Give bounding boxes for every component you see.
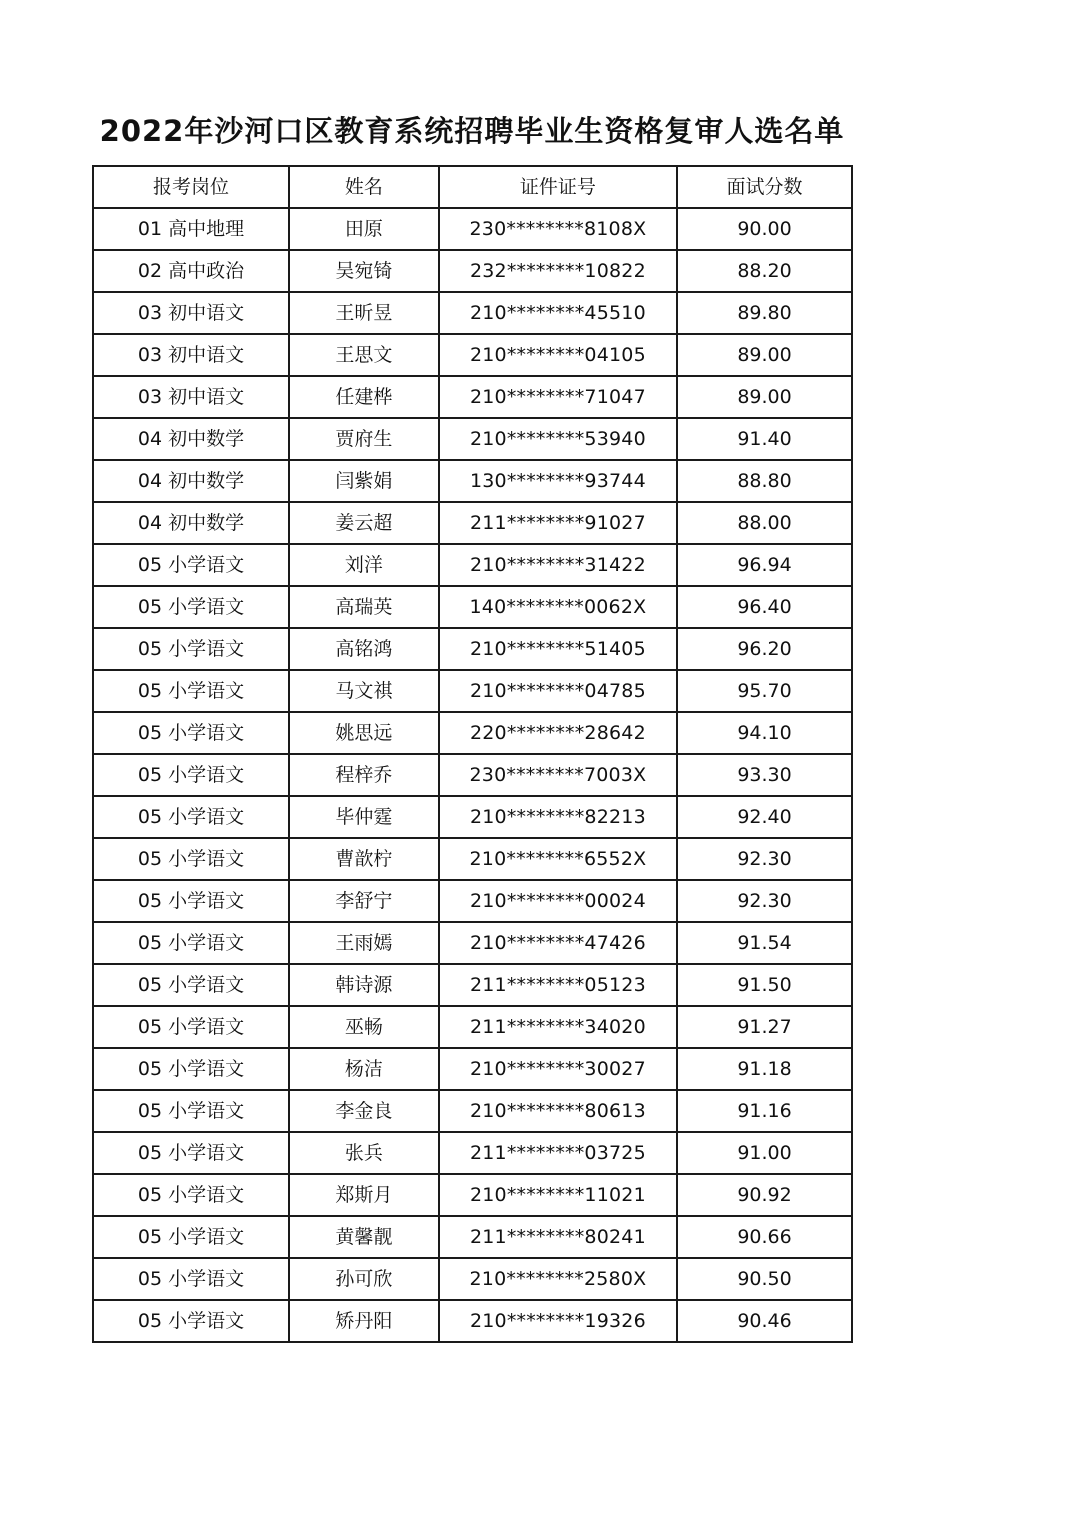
cell-interview-score: 93.30 — [677, 754, 852, 796]
cell-interview-score: 88.00 — [677, 502, 852, 544]
cell-interview-score: 91.54 — [677, 922, 852, 964]
cell-name: 李金良 — [289, 1090, 439, 1132]
cell-post: 02 高中政治 — [93, 250, 289, 292]
table-row — [93, 1258, 852, 1300]
cell-name: 郑斯月 — [289, 1174, 439, 1216]
table-row — [93, 1300, 852, 1342]
cell-name: 李舒宁 — [289, 880, 439, 922]
table-body — [93, 208, 852, 1342]
table-row — [93, 586, 852, 628]
cell-id-number: 232********10822 — [439, 250, 677, 292]
cell-interview-score: 89.00 — [677, 334, 852, 376]
cell-interview-score: 94.10 — [677, 712, 852, 754]
cell-name: 姜云超 — [289, 502, 439, 544]
cell-post: 05 小学语文 — [93, 1258, 289, 1300]
candidate-table — [92, 165, 853, 1343]
table-header — [93, 166, 852, 208]
cell-name: 巫畅 — [289, 1006, 439, 1048]
cell-interview-score: 92.30 — [677, 880, 852, 922]
cell-post: 05 小学语文 — [93, 1090, 289, 1132]
cell-interview-score: 88.20 — [677, 250, 852, 292]
cell-interview-score: 91.18 — [677, 1048, 852, 1090]
table-row — [93, 502, 852, 544]
cell-name: 高瑞英 — [289, 586, 439, 628]
cell-name: 孙可欣 — [289, 1258, 439, 1300]
cell-post: 03 初中语文 — [93, 292, 289, 334]
cell-interview-score: 95.70 — [677, 670, 852, 712]
cell-name: 曹歆柠 — [289, 838, 439, 880]
cell-post: 04 初中数学 — [93, 460, 289, 502]
table-row — [93, 334, 852, 376]
table-row — [93, 1048, 852, 1090]
cell-id-number: 210********2580X — [439, 1258, 677, 1300]
cell-name: 高铭鸿 — [289, 628, 439, 670]
cell-interview-score: 88.80 — [677, 460, 852, 502]
cell-post: 05 小学语文 — [93, 922, 289, 964]
cell-name: 程梓乔 — [289, 754, 439, 796]
cell-id-number: 210********30027 — [439, 1048, 677, 1090]
table-row — [93, 1006, 852, 1048]
cell-post: 01 高中地理 — [93, 208, 289, 250]
cell-id-number: 211********80241 — [439, 1216, 677, 1258]
cell-name: 任建桦 — [289, 376, 439, 418]
cell-name: 吴宛锜 — [289, 250, 439, 292]
cell-name: 韩诗源 — [289, 964, 439, 1006]
cell-id-number: 210********53940 — [439, 418, 677, 460]
table-row — [93, 460, 852, 502]
table-row — [93, 250, 852, 292]
cell-id-number: 210********11021 — [439, 1174, 677, 1216]
cell-id-number: 211********34020 — [439, 1006, 677, 1048]
cell-id-number: 210********71047 — [439, 376, 677, 418]
cell-post: 03 初中语文 — [93, 334, 289, 376]
cell-id-number: 210********45510 — [439, 292, 677, 334]
cell-interview-score: 90.46 — [677, 1300, 852, 1342]
table-row — [93, 796, 852, 838]
cell-interview-score: 92.40 — [677, 796, 852, 838]
cell-interview-score: 91.16 — [677, 1090, 852, 1132]
table-row — [93, 1132, 852, 1174]
cell-post: 05 小学语文 — [93, 880, 289, 922]
cell-name: 王雨嫣 — [289, 922, 439, 964]
cell-id-number: 210********6552X — [439, 838, 677, 880]
cell-id-number: 210********19326 — [439, 1300, 677, 1342]
cell-id-number: 210********80613 — [439, 1090, 677, 1132]
cell-id-number: 210********31422 — [439, 544, 677, 586]
header-name: 姓名 — [289, 166, 439, 208]
header-post: 报考岗位 — [93, 166, 289, 208]
cell-post: 05 小学语文 — [93, 586, 289, 628]
cell-name: 田原 — [289, 208, 439, 250]
cell-post: 05 小学语文 — [93, 1048, 289, 1090]
cell-id-number: 140********0062X — [439, 586, 677, 628]
cell-interview-score: 90.92 — [677, 1174, 852, 1216]
cell-interview-score: 89.00 — [677, 376, 852, 418]
cell-name: 毕仲霆 — [289, 796, 439, 838]
cell-id-number: 210********04105 — [439, 334, 677, 376]
cell-post: 05 小学语文 — [93, 1216, 289, 1258]
cell-interview-score: 96.94 — [677, 544, 852, 586]
document-title: 2022年沙河口区教育系统招聘毕业生资格复审人选名单 — [99, 114, 845, 148]
cell-name: 姚思远 — [289, 712, 439, 754]
cell-post: 05 小学语文 — [93, 964, 289, 1006]
cell-name: 刘洋 — [289, 544, 439, 586]
cell-name: 马文祺 — [289, 670, 439, 712]
cell-id-number: 130********93744 — [439, 460, 677, 502]
cell-interview-score: 96.40 — [677, 586, 852, 628]
cell-name: 贾府生 — [289, 418, 439, 460]
cell-name: 矫丹阳 — [289, 1300, 439, 1342]
cell-name: 黄馨靓 — [289, 1216, 439, 1258]
table-row — [93, 838, 852, 880]
table-row — [93, 670, 852, 712]
header-id-number: 证件证号 — [439, 166, 677, 208]
cell-post: 05 小学语文 — [93, 838, 289, 880]
cell-post: 05 小学语文 — [93, 1006, 289, 1048]
cell-id-number: 211********05123 — [439, 964, 677, 1006]
cell-id-number: 210********82213 — [439, 796, 677, 838]
cell-id-number: 211********91027 — [439, 502, 677, 544]
cell-id-number: 230********8108X — [439, 208, 677, 250]
table-row — [93, 1216, 852, 1258]
cell-post: 05 小学语文 — [93, 1132, 289, 1174]
cell-id-number: 210********47426 — [439, 922, 677, 964]
table-row — [93, 208, 852, 250]
cell-interview-score: 90.50 — [677, 1258, 852, 1300]
cell-post: 05 小学语文 — [93, 712, 289, 754]
cell-interview-score: 91.00 — [677, 1132, 852, 1174]
table-row — [93, 376, 852, 418]
cell-name: 闫紫娟 — [289, 460, 439, 502]
table-row — [93, 292, 852, 334]
cell-interview-score: 92.30 — [677, 838, 852, 880]
cell-interview-score: 90.66 — [677, 1216, 852, 1258]
cell-id-number: 210********04785 — [439, 670, 677, 712]
cell-id-number: 210********00024 — [439, 880, 677, 922]
cell-id-number: 210********51405 — [439, 628, 677, 670]
cell-post: 05 小学语文 — [93, 628, 289, 670]
table-row — [93, 418, 852, 460]
table-row — [93, 628, 852, 670]
cell-interview-score: 91.40 — [677, 418, 852, 460]
cell-interview-score: 90.00 — [677, 208, 852, 250]
cell-name: 杨洁 — [289, 1048, 439, 1090]
cell-interview-score: 91.50 — [677, 964, 852, 1006]
cell-id-number: 211********03725 — [439, 1132, 677, 1174]
cell-id-number: 230********7003X — [439, 754, 677, 796]
table-row — [93, 964, 852, 1006]
cell-post: 03 初中语文 — [93, 376, 289, 418]
cell-interview-score: 91.27 — [677, 1006, 852, 1048]
cell-interview-score: 89.80 — [677, 292, 852, 334]
cell-name: 王昕昱 — [289, 292, 439, 334]
table-row — [93, 880, 852, 922]
cell-post: 05 小学语文 — [93, 544, 289, 586]
cell-post: 05 小学语文 — [93, 1174, 289, 1216]
cell-interview-score: 96.20 — [677, 628, 852, 670]
cell-post: 05 小学语文 — [93, 754, 289, 796]
cell-post: 04 初中数学 — [93, 418, 289, 460]
table-row — [93, 544, 852, 586]
table-row — [93, 712, 852, 754]
cell-name: 王思文 — [289, 334, 439, 376]
cell-id-number: 220********28642 — [439, 712, 677, 754]
cell-post: 05 小学语文 — [93, 1300, 289, 1342]
header-interview-score: 面试分数 — [677, 166, 852, 208]
table-row — [93, 1174, 852, 1216]
cell-name: 张兵 — [289, 1132, 439, 1174]
table-row — [93, 922, 852, 964]
cell-post: 04 初中数学 — [93, 502, 289, 544]
table-row — [93, 754, 852, 796]
table-row — [93, 1090, 852, 1132]
header-row — [93, 166, 852, 208]
cell-post: 05 小学语文 — [93, 670, 289, 712]
cell-post: 05 小学语文 — [93, 796, 289, 838]
